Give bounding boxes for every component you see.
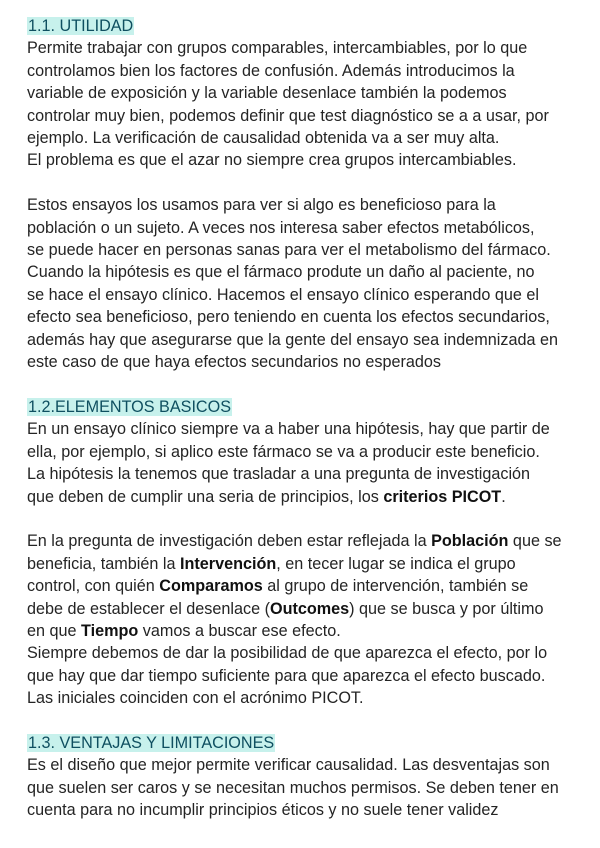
text-run: en que (27, 621, 82, 640)
text-line: La hipótesis la tenemos que trasladar a una pregunta de investigación (27, 465, 531, 484)
section-heading-elementos-basicos (27, 396, 575, 418)
text-run: debe de establecer el desenlace ( (27, 599, 270, 618)
text-line: ella, por ejemplo, si aplico este fármaco se va a producir este beneficio. (27, 442, 540, 461)
paragraph-elementos-1 (27, 418, 575, 508)
text-run: ) que se busca y por último (349, 599, 544, 618)
text-line (27, 598, 575, 620)
text-line: este caso de que haya efectos secundarios no esperados (27, 353, 441, 372)
section-heading-text: 1.2.ELEMENTOS BASICOS (28, 397, 232, 416)
bold-term-poblacion: Población (431, 532, 509, 551)
paragraph-ventajas-1 (27, 754, 575, 821)
paragraph-spacer (27, 172, 575, 194)
paragraph-spacer (27, 508, 575, 530)
text-line: se puede hacer en personas sanas para ver el metabolismo del fármaco. (27, 241, 551, 260)
section-heading-utilidad (27, 15, 575, 37)
text-line (27, 620, 575, 642)
text-line (27, 553, 575, 575)
text-line: Estos ensayos los usamos para ver si algo es beneficioso para la (27, 196, 496, 215)
bold-term-tiempo: Tiempo (81, 621, 139, 640)
section-spacer (27, 373, 575, 395)
text-line: además hay que asegurarse que la gente del ensayo sea indemnizada en (27, 330, 558, 349)
text-run: al grupo de intervención, también se (262, 577, 529, 596)
text-line: Siempre debemos de dar la posibilidad de que aparezca el efecto, por lo (27, 644, 548, 663)
text-line: cuenta para no incumplir principios éticos y no suele tener validez (27, 801, 499, 820)
bold-term-intervencion: Intervención (179, 554, 277, 573)
text-line: efecto sea beneficioso, pero teniendo en cuenta los efectos secundarios, (27, 308, 550, 327)
text-line: variable de exposición y la variable desenlace también la podemos (27, 84, 507, 103)
text-run: vamos a buscar ese efecto. (138, 621, 341, 640)
text-line: El problema es que el azar no siempre crea grupos intercambiables. (27, 151, 517, 170)
text-run: beneficia, también la (27, 554, 180, 573)
text-line (27, 530, 575, 552)
bold-term-outcomes: Outcomes (269, 599, 350, 618)
section-heading-ventajas-limitaciones (27, 732, 575, 754)
text-run: que se (508, 532, 562, 551)
text-line (27, 575, 575, 597)
text-line: población o un sujeto. A veces nos interesa saber efectos metabólicos, (27, 218, 535, 237)
text-line: se hace el ensayo clínico. Hacemos el ensayo clínico esperando que el (27, 285, 540, 304)
text-line: Cuando la hipótesis es que el fármaco produte un daño al paciente, no (27, 263, 535, 282)
paragraph-utilidad-1 (27, 37, 575, 171)
text-line: Permite trabajar con grupos comparables, intercambiables, por lo que (27, 39, 528, 58)
text-line (27, 486, 575, 508)
paragraph-utilidad-2 (27, 194, 575, 373)
text-line: ejemplo. La verificación de causalidad obtenida va a ser muy alta. (27, 129, 500, 148)
text-line: controlar muy bien, podemos definir que test diagnóstico se a a usar, por (27, 106, 549, 125)
section-spacer (27, 710, 575, 732)
text-run: En la pregunta de investigación deben estar reflejada la (27, 532, 432, 551)
text-run: que deben de cumplir una seria de principios, los (27, 487, 384, 506)
bold-term-criterios-picot: criterios PICOT (383, 487, 502, 506)
text-run: . (501, 487, 506, 506)
text-line: que suelen ser caros y se necesitan muchos permisos. Se deben tener en (27, 778, 559, 797)
section-heading-text: 1.1. UTILIDAD (28, 17, 134, 35)
text-line: Las iniciales coinciden con el acrónimo PICOT. (27, 689, 364, 708)
text-line: En un ensayo clínico siempre va a haber una hipótesis, hay que partir de (27, 420, 550, 439)
text-line: controlamos bien los factores de confusión. Además introducimos la (27, 61, 515, 80)
text-run: control, con quién (27, 577, 160, 596)
text-line: que hay que dar tiempo suficiente para que aparezca el efecto buscado. (27, 666, 546, 685)
bold-term-comparamos: Comparamos (159, 577, 263, 596)
paragraph-elementos-2 (27, 530, 575, 709)
document-body (27, 15, 575, 822)
text-line: Es el diseño que mejor permite verificar causalidad. Las desventajas son (27, 756, 550, 775)
text-run: , en tecer lugar se indica el grupo (276, 554, 516, 573)
section-heading-text: 1.3. VENTAJAS Y LIMITACIONES (28, 733, 275, 752)
